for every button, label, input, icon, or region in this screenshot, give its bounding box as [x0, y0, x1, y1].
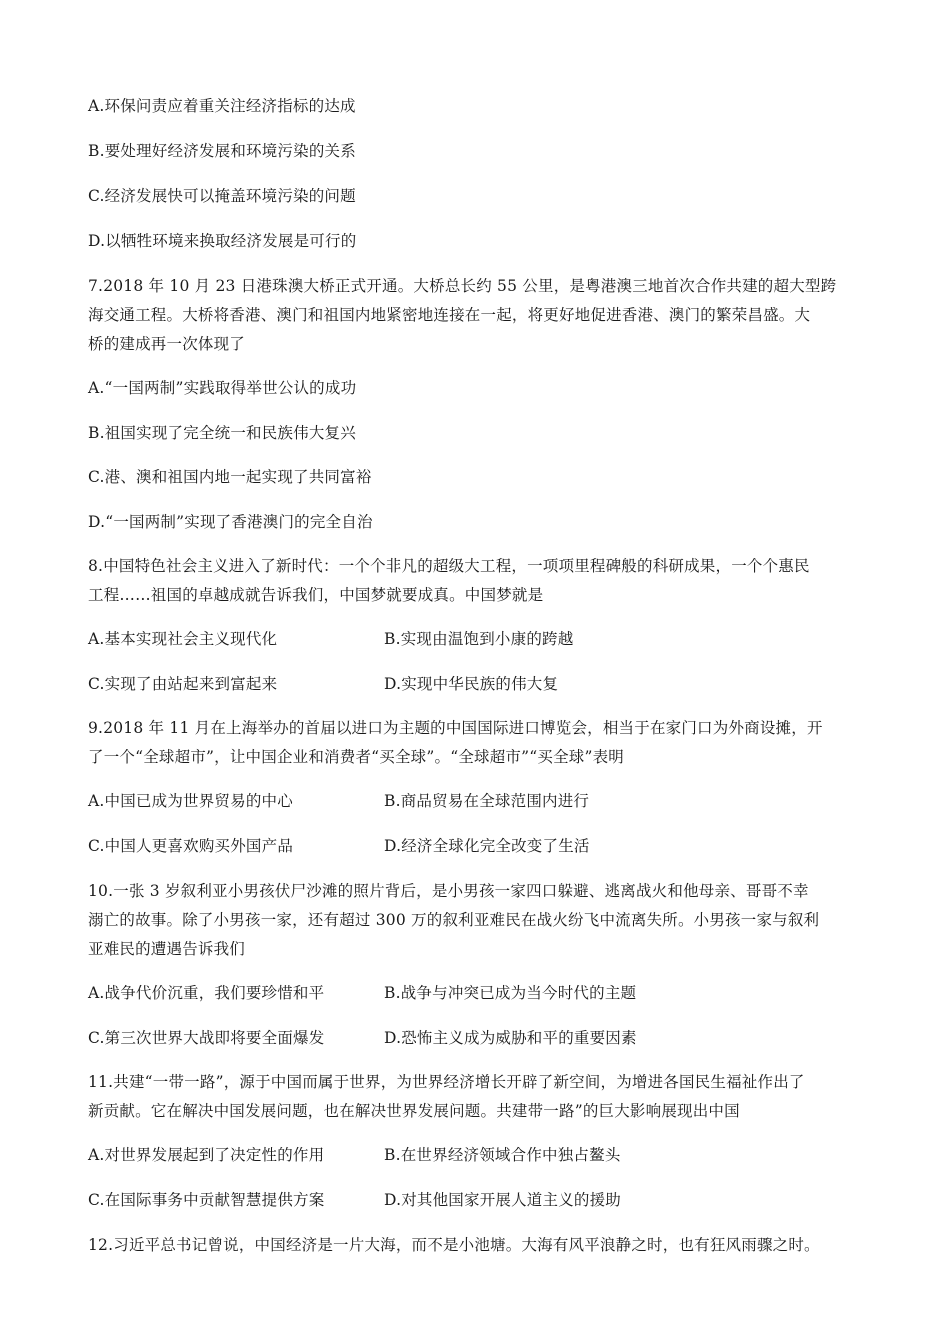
- q11-stem-line2: 新贡献。它在解决中国发展问题，也在解决世界发展问题。共建带一路”的巨大影响展现出中国: [88, 1102, 740, 1120]
- q10-option-b: B.战争与冲突已成为当今时代的主题: [384, 984, 637, 1002]
- q12-stem-line1: 12.习近平总书记曾说，中国经济是一片大海，而不是小池塘。大海有风平浪静之时，也有狂风雨骤之时。: [88, 1236, 820, 1254]
- q7-option-b: B.祖国实现了完全统一和民族伟大复兴: [88, 424, 356, 442]
- q9-option-b: B.商品贸易在全球范围内进行: [384, 792, 590, 810]
- q7-stem-line1: 7.2018 年 10 月 23 日港珠澳大桥正式开通。大桥总长约 55 公里，是粤港澳三地首次合作共建的超大型跨: [88, 277, 837, 295]
- q6-option-c: C.经济发展快可以掩盖环境污染的问题: [88, 187, 356, 205]
- q10-option-c: C.第三次世界大战即将要全面爆发: [88, 1029, 325, 1047]
- q9-option-d: D.经济全球化完全改变了生活: [384, 837, 590, 855]
- q8-option-a: A.基本实现社会主义现代化: [88, 630, 278, 648]
- q10-option-a: A.战争代价沉重，我们要珍惜和平: [88, 984, 325, 1002]
- q8-stem-line1: 8.中国特色社会主义进入了新时代：一个个非凡的超级大工程，一项项里程碑般的科研成果，一个个惠民: [88, 557, 810, 575]
- q7-stem-line2: 海交通工程。大桥将香港、澳门和祖国内地紧密地连接在一起，将更好地促进香港、澳门的繁荣昌盛。大: [88, 306, 811, 324]
- q8-option-b: B.实现由温饱到小康的跨越: [384, 630, 574, 648]
- q6-option-b: B.要处理好经济发展和环境污染的关系: [88, 142, 356, 160]
- q9-option-a: A.中国已成为世界贸易的中心: [88, 792, 293, 810]
- q6-option-a: A.环保问责应着重关注经济指标的达成: [88, 97, 356, 115]
- q7-option-d: D.“一国两制”实现了香港澳门的完全自治: [88, 513, 373, 531]
- q6-option-d: D.以牺牲环境来换取经济发展是可行的: [88, 232, 357, 250]
- q10-stem-line1: 10.一张 3 岁叙利亚小男孩伏尸沙滩的照片背后，是小男孩一家四口躲避、逃离战火和他母亲、哥哥不幸: [88, 882, 809, 900]
- q11-option-c: C.在国际事务中贡献智慧提供方案: [88, 1191, 325, 1209]
- q9-option-c: C.中国人更喜欢购买外国产品: [88, 837, 294, 855]
- q11-option-d: D.对其他国家开展人道主义的援助: [384, 1191, 622, 1209]
- q11-option-a: A.对世界发展起到了决定性的作用: [88, 1146, 325, 1164]
- q10-stem-line3: 亚难民的遭遇告诉我们: [88, 940, 246, 958]
- q8-option-d: D.实现中华民族的伟大复: [384, 675, 559, 693]
- q7-option-a: A.“一国两制”实践取得举世公认的成功: [88, 379, 357, 397]
- q9-stem-line2: 了一个“全球超市”，让中国企业和消费者“买全球”。“全球超市”“买全球”表明: [88, 748, 624, 766]
- q7-option-c: C.港、澳和祖国内地一起实现了共同富裕: [88, 468, 372, 486]
- q8-option-c: C.实现了由站起来到富起来: [88, 675, 278, 693]
- q10-option-d: D.恐怖主义成为威胁和平的重要因素: [384, 1029, 637, 1047]
- q7-stem-line3: 桥的建成再一次体现了: [88, 335, 246, 353]
- q11-stem-line1: 11.共建“一带一路”，源于中国而属于世界，为世界经济增长开辟了新空间，为增进各国民生福祉作出了: [88, 1073, 805, 1091]
- q10-stem-line2: 溺亡的故事。除了小男孩一家，还有超过 300 万的叙利亚难民在战火纷飞中流离失所。小男孩一家与叙利: [88, 911, 820, 929]
- q8-stem-line2: 工程……祖国的卓越成就告诉我们，中国梦就要成真。中国梦就是: [88, 586, 544, 604]
- q11-option-b: B.在世界经济领域合作中独占鳌头: [384, 1146, 621, 1164]
- q9-stem-line1: 9.2018 年 11 月在上海举办的首届以进口为主题的中国国际进口博览会，相当于在家门口为外商设摊，开: [88, 719, 823, 737]
